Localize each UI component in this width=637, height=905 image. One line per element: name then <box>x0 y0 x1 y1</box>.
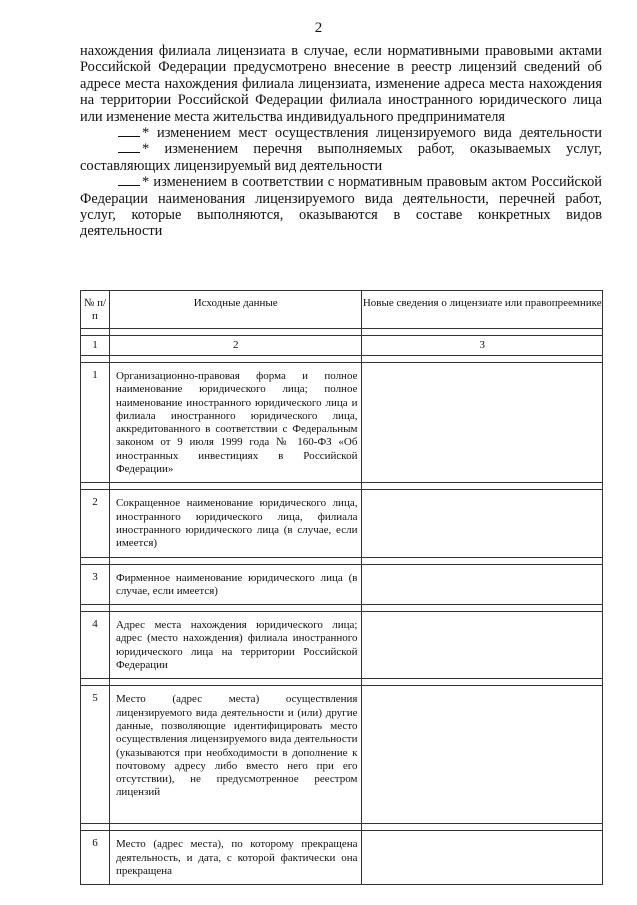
page-number: 2 <box>314 20 323 36</box>
intro-paragraph-1: нахождения филиала лицензиата в случае, если нормативными правовыми актами Российской Федерации предусмотрено внесение в реестр лицензий сведений об адресе места нахождения филиала лицензиата, изменение адреса места нахождения на территории Российской Федерации филиала иностранного юридического лица или изменение места жительства индивидуального предпринимателя <box>80 43 602 125</box>
row-number: 2 <box>81 490 110 557</box>
option-places-text: * изменением мест осуществления лицензируемого вида деятельности <box>142 125 602 142</box>
row-label: Место (адрес места), по которому прекращена деятельность, и дата, с которой фактически она прекращена <box>109 831 362 885</box>
intro-paragraph-4 <box>80 174 602 240</box>
table-row <box>81 831 603 885</box>
row-label: Место (адрес места) осуществления лицензируемого вида деятельности и (или) другие данные, позволяющие идентифицировать место осуществления лицензируемого вида деятельности (указываются при необходимости в дополнение к почтовому адресу либо вместо него при его отсутствии), не предусмотренное реестром лицензий <box>109 686 362 824</box>
row-number: 5 <box>81 686 110 824</box>
option-works-text: * изменением перечня выполняемых работ, оказываемых услуг, составляющих лицензируемый вид деятельности <box>80 141 602 174</box>
row-value-field[interactable] <box>362 564 603 605</box>
intro-paragraph-2 <box>80 125 602 141</box>
table-header-row <box>81 291 603 329</box>
table-row <box>81 612 603 679</box>
row-value-field[interactable] <box>362 490 603 557</box>
data-table <box>80 290 603 885</box>
column-number: 2 <box>109 336 362 356</box>
row-value-field[interactable] <box>362 831 603 885</box>
intro-paragraph-3 <box>80 141 602 174</box>
table-row <box>81 490 603 557</box>
column-number: 1 <box>81 336 110 356</box>
intro-text <box>80 43 602 240</box>
row-value-field[interactable] <box>362 612 603 679</box>
row-number: 4 <box>81 612 110 679</box>
row-label: Сокращенное наименование юридического лица, иностранного юридического лица, филиала иностранного юридического лица (в случае, если имеется) <box>109 490 362 557</box>
row-label: Адрес места нахождения юридического лица; адрес (место нахождения) филиала иностранного юридического лица на территории Российской Федерации <box>109 612 362 679</box>
option-name-text: * изменением в соответствии с нормативным правовым актом Российской Федерации наименования лицензируемого вида деятельности, перечней работ, услуг, которые выполняются, оказываются в составе конкретных видов деятельности <box>80 174 602 240</box>
table-row <box>81 564 603 605</box>
checkbox-blank[interactable] <box>118 175 140 186</box>
header-source: Исходные данные <box>109 291 362 329</box>
row-label: Фирменное наименование юридического лица (в случае, если имеется) <box>109 564 362 605</box>
table-row <box>81 686 603 824</box>
row-label: Организационно-правовая форма и полное наименование юридического лица; полное наименование иностранного юридического лица и филиала иностранного юридического лица, аккредитованного в соответствии с Федеральным законом от 9 июля 1999 года № 160-ФЗ «Об иностранных инвестициях в Российской Федерации» <box>109 363 362 483</box>
row-number: 6 <box>81 831 110 885</box>
header-num: № п/п <box>81 291 110 329</box>
column-number: 3 <box>362 336 603 356</box>
checkbox-blank[interactable] <box>118 142 140 153</box>
header-new: Новые сведения о лицензиате или правопреемнике <box>362 291 603 329</box>
checkbox-blank[interactable] <box>118 126 140 137</box>
column-number-row <box>81 336 603 356</box>
row-number: 3 <box>81 564 110 605</box>
table-row <box>81 363 603 483</box>
row-value-field[interactable] <box>362 363 603 483</box>
row-value-field[interactable] <box>362 686 603 824</box>
row-number: 1 <box>81 363 110 483</box>
